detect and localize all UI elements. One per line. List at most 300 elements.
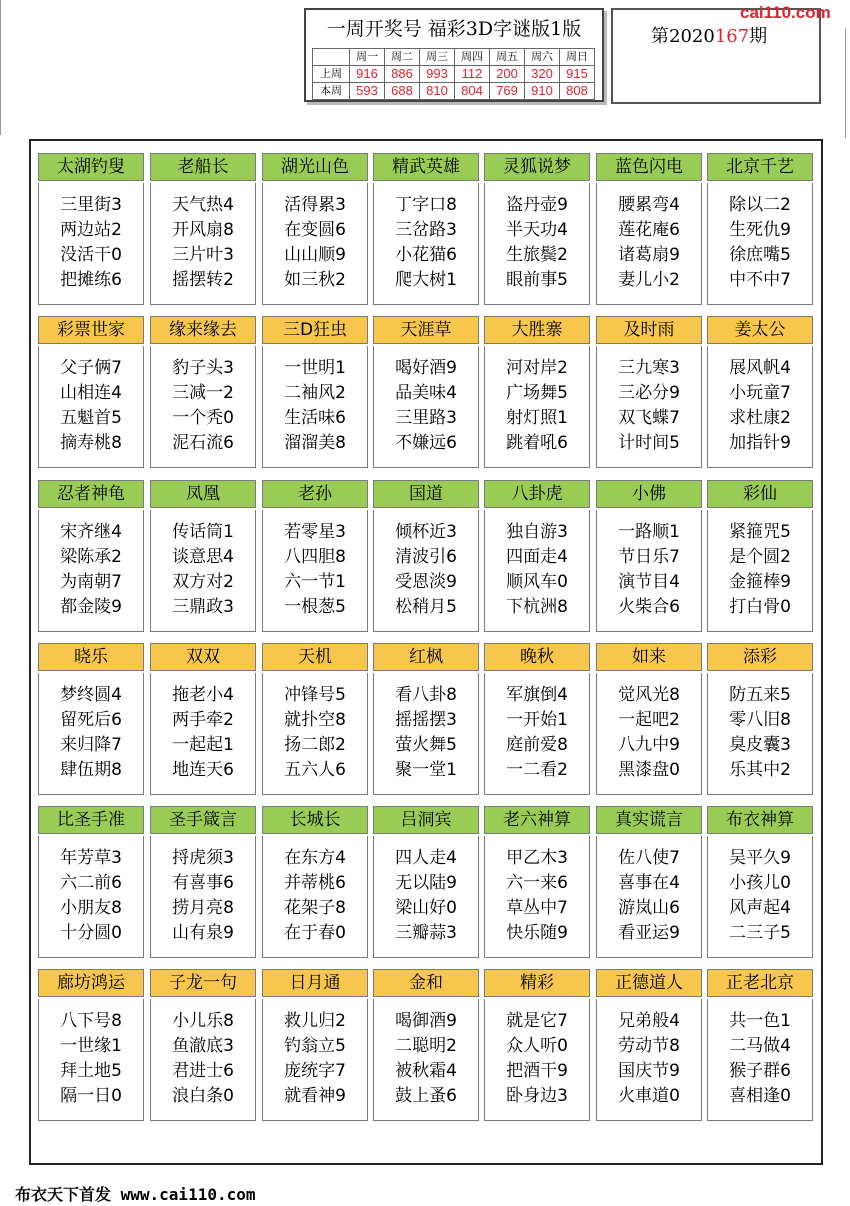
riddle-line: 六一节1 xyxy=(284,572,346,592)
riddle-line: 来归降7 xyxy=(60,735,122,755)
this-week-label: 本周 xyxy=(313,83,350,100)
cell-body xyxy=(596,836,702,958)
riddle-line: 五魁首5 xyxy=(60,408,122,428)
cell-body xyxy=(707,346,813,468)
riddle-line: 火車道0 xyxy=(618,1086,680,1106)
riddle-line: 节日乐7 xyxy=(618,547,680,567)
draw-number: 810 xyxy=(420,83,455,100)
riddle-line: 猴子群6 xyxy=(729,1061,791,1081)
footer-text: 布衣天下首发 www.cai110.com xyxy=(15,1185,256,1204)
riddle-line: 开风扇8 xyxy=(172,220,234,240)
issue-prefix: 第2020 xyxy=(651,26,715,47)
cell-title: 三D狂虫 xyxy=(262,316,368,344)
riddle-line: 父子俩7 xyxy=(60,358,122,378)
cell-body xyxy=(38,510,144,632)
riddle-line: 有喜事6 xyxy=(172,873,234,893)
riddle-line: 捋虎须3 xyxy=(172,848,234,868)
cell-title: 国道 xyxy=(373,480,479,508)
riddle-line: 徐庶嘴5 xyxy=(729,245,791,265)
riddle-line: 三减一2 xyxy=(172,383,234,403)
riddle-list xyxy=(39,673,143,783)
riddle-line: 没活干0 xyxy=(60,245,122,265)
riddle-line: 火柴合6 xyxy=(618,597,680,617)
header-title: 一周开奖号 福彩3D字谜版1版 xyxy=(326,18,582,40)
riddle-line: 卧身边3 xyxy=(506,1086,568,1106)
riddle-line: 小朋友8 xyxy=(60,898,122,918)
riddle-line: 一开始1 xyxy=(506,710,568,730)
riddle-line: 松稍月5 xyxy=(395,597,457,617)
riddle-list xyxy=(708,836,812,946)
riddle-line: 扬二郎2 xyxy=(284,735,346,755)
riddle-list xyxy=(708,999,812,1109)
cell-body xyxy=(373,346,479,468)
cell-body xyxy=(373,999,479,1121)
cell-title: 廊坊鸿运 xyxy=(38,969,144,997)
riddle-line: 喝御酒9 xyxy=(395,1011,457,1031)
cell-body xyxy=(150,183,256,305)
riddle-line: 打白骨0 xyxy=(729,597,791,617)
riddle-list xyxy=(374,836,478,946)
riddle-line: 二袖风2 xyxy=(284,383,346,403)
riddle-line: 二马做4 xyxy=(729,1036,791,1056)
riddle-line: 传话筒1 xyxy=(172,522,234,542)
riddle-line: 冲锋号5 xyxy=(284,685,346,705)
riddle-line: 泥石流6 xyxy=(172,433,234,453)
riddle-line: 山相连4 xyxy=(60,383,122,403)
riddle-line: 钓翁立5 xyxy=(284,1036,346,1056)
cell-body xyxy=(262,346,368,468)
cell-title: 精彩 xyxy=(484,969,590,997)
riddle-line: 看八卦8 xyxy=(395,685,457,705)
riddle-line: 清波引6 xyxy=(395,547,457,567)
riddle-line: 腰累弯4 xyxy=(618,195,680,215)
riddle-list xyxy=(708,673,812,783)
cell-body xyxy=(707,999,813,1121)
riddle-list xyxy=(39,836,143,946)
cell-title: 布衣神算 xyxy=(707,806,813,834)
riddle-list xyxy=(263,510,367,620)
riddle-line: 鼓上蚤6 xyxy=(395,1086,457,1106)
riddle-line: 八九中9 xyxy=(618,735,680,755)
riddle-list xyxy=(39,510,143,620)
cell-body xyxy=(707,673,813,795)
riddle-line: 庭前爱8 xyxy=(506,735,568,755)
cell-body xyxy=(707,510,813,632)
riddle-line: 展风帆4 xyxy=(729,358,791,378)
cell-body xyxy=(150,836,256,958)
riddle-line: 三里街3 xyxy=(60,195,122,215)
riddle-list xyxy=(374,346,478,456)
cell-title: 灵狐说梦 xyxy=(484,153,590,181)
cell-title: 日月通 xyxy=(262,969,368,997)
cell-body xyxy=(707,183,813,305)
riddle-line: 宋齐继4 xyxy=(60,522,122,542)
cell-body xyxy=(373,510,479,632)
riddle-line: 妻儿小2 xyxy=(618,270,680,290)
riddle-line: 一根葱5 xyxy=(284,597,346,617)
riddle-line: 一世缘1 xyxy=(60,1036,122,1056)
riddle-line: 两手牵2 xyxy=(172,710,234,730)
riddle-line: 就看神9 xyxy=(284,1086,346,1106)
cell-body xyxy=(38,999,144,1121)
riddle-line: 活得累3 xyxy=(284,195,346,215)
riddle-line: 三片叶3 xyxy=(172,245,234,265)
riddle-line: 三里路3 xyxy=(395,408,457,428)
riddle-line: 如三秋2 xyxy=(284,270,346,290)
riddle-line: 梦终圆4 xyxy=(60,685,122,705)
cell-body xyxy=(596,510,702,632)
riddle-list xyxy=(374,183,478,293)
cell-body xyxy=(150,999,256,1121)
riddle-line: 萤火舞5 xyxy=(395,735,457,755)
riddle-line: 君进士6 xyxy=(172,1061,234,1081)
site-logo: cai110.com xyxy=(740,3,831,22)
riddle-line: 演节目4 xyxy=(618,572,680,592)
riddle-line: 倾杯近3 xyxy=(395,522,457,542)
cell-title: 精武英雄 xyxy=(373,153,479,181)
cell-title: 晚秋 xyxy=(484,643,590,671)
last-week-row xyxy=(313,66,595,83)
riddle-line: 摇摆转2 xyxy=(172,270,234,290)
riddle-line: 计时间5 xyxy=(618,433,680,453)
cell-body xyxy=(262,999,368,1121)
riddle-line: 觉风光8 xyxy=(618,685,680,705)
riddle-line: 莲花庵6 xyxy=(618,220,680,240)
riddle-line: 生死仇9 xyxy=(729,220,791,240)
riddle-line: 河对岸2 xyxy=(506,358,568,378)
riddle-line: 无以陆9 xyxy=(395,873,457,893)
riddle-list xyxy=(263,836,367,946)
riddle-line: 拜土地5 xyxy=(60,1061,122,1081)
riddle-line: 十分圆0 xyxy=(60,923,122,943)
riddle-line: 一世明1 xyxy=(284,358,346,378)
cell-body xyxy=(707,836,813,958)
cell-title: 八卦虎 xyxy=(484,480,590,508)
riddle-list xyxy=(39,346,143,456)
riddle-line: 是个圆2 xyxy=(729,547,791,567)
riddle-list xyxy=(151,346,255,456)
draw-number: 910 xyxy=(525,83,560,100)
cell-title: 及时雨 xyxy=(596,316,702,344)
riddle-line: 防五来5 xyxy=(729,685,791,705)
cell-body xyxy=(150,510,256,632)
cell-title: 老六神算 xyxy=(484,806,590,834)
cell-title: 红枫 xyxy=(373,643,479,671)
cell-title: 子龙一句 xyxy=(150,969,256,997)
riddle-line: 小玩童7 xyxy=(729,383,791,403)
weekly-draw-table xyxy=(312,48,595,100)
riddle-line: 顺风车0 xyxy=(506,572,568,592)
cell-body xyxy=(38,183,144,305)
issue-label xyxy=(651,22,767,48)
riddle-list xyxy=(374,999,478,1109)
draw-number: 769 xyxy=(490,83,525,100)
cell-body xyxy=(38,673,144,795)
riddle-line: 生旅鬓2 xyxy=(506,245,568,265)
riddle-line: 四人走4 xyxy=(395,848,457,868)
weekly-draw-box xyxy=(304,8,604,102)
cell-body xyxy=(596,183,702,305)
riddle-line: 六二前6 xyxy=(60,873,122,893)
riddle-line: 都金陵9 xyxy=(60,597,122,617)
riddle-line: 三必分9 xyxy=(618,383,680,403)
riddle-line: 中不中7 xyxy=(729,270,791,290)
riddle-list xyxy=(374,673,478,783)
riddle-line: 喝好酒9 xyxy=(395,358,457,378)
riddle-list xyxy=(597,673,701,783)
cell-title: 添彩 xyxy=(707,643,813,671)
riddle-list xyxy=(485,999,589,1109)
riddle-line: 广场舞5 xyxy=(506,383,568,403)
riddle-line: 把摊练6 xyxy=(60,270,122,290)
riddle-line: 除以二2 xyxy=(729,195,791,215)
cell-body xyxy=(262,673,368,795)
riddle-list xyxy=(485,836,589,946)
riddle-list xyxy=(485,673,589,783)
riddle-line: 在东方4 xyxy=(284,848,346,868)
cell-title: 长城长 xyxy=(262,806,368,834)
riddle-line: 鱼澈底3 xyxy=(172,1036,234,1056)
riddle-list xyxy=(708,183,812,293)
riddle-line: 地连天6 xyxy=(172,760,234,780)
riddle-list xyxy=(263,346,367,456)
riddle-list xyxy=(263,999,367,1109)
cell-title: 正老北京 xyxy=(707,969,813,997)
riddle-line: 把酒干9 xyxy=(506,1061,568,1081)
riddle-list xyxy=(708,346,812,456)
riddle-line: 吴平久9 xyxy=(729,848,791,868)
riddle-line: 喜事在4 xyxy=(618,873,680,893)
riddle-line: 零八旧8 xyxy=(729,710,791,730)
cell-body xyxy=(484,346,590,468)
day-header: 周六 xyxy=(525,49,560,66)
riddle-line: 看亚运9 xyxy=(618,923,680,943)
riddle-line: 共一色1 xyxy=(729,1011,791,1031)
riddle-line: 聚一堂1 xyxy=(395,760,457,780)
cell-title: 如来 xyxy=(596,643,702,671)
draw-number: 993 xyxy=(420,66,455,83)
this-week-row xyxy=(313,83,595,100)
day-header: 周一 xyxy=(350,49,385,66)
riddle-line: 喜相逢0 xyxy=(729,1086,791,1106)
riddle-line: 生活味6 xyxy=(284,408,346,428)
riddle-line: 一起起1 xyxy=(172,735,234,755)
riddle-line: 梁陈承2 xyxy=(60,547,122,567)
cell-body xyxy=(262,183,368,305)
cell-body xyxy=(484,999,590,1121)
riddle-line: 留死后6 xyxy=(60,710,122,730)
riddle-line: 就是它7 xyxy=(506,1011,568,1031)
riddle-list xyxy=(151,999,255,1109)
riddle-list xyxy=(151,673,255,783)
riddle-line: 射灯照1 xyxy=(506,408,568,428)
page-edge-right xyxy=(845,28,846,138)
cell-body xyxy=(596,999,702,1121)
cell-body xyxy=(484,510,590,632)
day-header: 周四 xyxy=(455,49,490,66)
cell-body xyxy=(373,673,479,795)
riddle-list xyxy=(263,183,367,293)
riddle-line: 八下号8 xyxy=(60,1011,122,1031)
cell-body xyxy=(596,673,702,795)
day-header: 周二 xyxy=(385,49,420,66)
riddle-line: 金箍棒9 xyxy=(729,572,791,592)
cell-title: 忍者神龟 xyxy=(38,480,144,508)
cell-title: 双双 xyxy=(150,643,256,671)
cell-title: 老孙 xyxy=(262,480,368,508)
riddle-line: 两边站2 xyxy=(60,220,122,240)
riddle-line: 八四胆8 xyxy=(284,547,346,567)
riddle-list xyxy=(597,510,701,620)
draw-number: 112 xyxy=(455,66,490,83)
riddle-line: 若零星3 xyxy=(284,522,346,542)
day-header: 周五 xyxy=(490,49,525,66)
riddle-line: 丁字口8 xyxy=(395,195,457,215)
cell-title: 彩票世家 xyxy=(38,316,144,344)
cell-body xyxy=(150,346,256,468)
riddle-line: 诸葛扇9 xyxy=(618,245,680,265)
riddle-line: 双方对2 xyxy=(172,572,234,592)
issue-suffix: 期 xyxy=(749,26,768,47)
riddle-line: 众人听0 xyxy=(506,1036,568,1056)
riddle-list xyxy=(597,836,701,946)
riddle-line: 风声起4 xyxy=(729,898,791,918)
riddle-line: 谈意思4 xyxy=(172,547,234,567)
cell-title: 晓乐 xyxy=(38,643,144,671)
riddle-line: 三鼎政3 xyxy=(172,597,234,617)
riddle-line: 盗丹壶9 xyxy=(506,195,568,215)
riddle-line: 军旗倒4 xyxy=(506,685,568,705)
cell-title: 姜太公 xyxy=(707,316,813,344)
riddle-line: 兄弟般4 xyxy=(618,1011,680,1031)
cell-title: 真实谎言 xyxy=(596,806,702,834)
riddle-line: 不嫌远6 xyxy=(395,433,457,453)
riddle-line: 五六人6 xyxy=(284,760,346,780)
riddle-list xyxy=(151,510,255,620)
riddle-line: 受恩淡9 xyxy=(395,572,457,592)
riddle-line: 游岚山6 xyxy=(618,898,680,918)
riddle-line: 紧箍咒5 xyxy=(729,522,791,542)
riddle-list xyxy=(597,999,701,1109)
cell-body xyxy=(373,183,479,305)
riddle-line: 加指针9 xyxy=(729,433,791,453)
cell-title: 太湖钓叟 xyxy=(38,153,144,181)
riddle-list xyxy=(151,183,255,293)
riddle-line: 在变圆6 xyxy=(284,220,346,240)
riddle-line: 草丛中7 xyxy=(506,898,568,918)
cell-title: 凤凰 xyxy=(150,480,256,508)
day-header: 周三 xyxy=(420,49,455,66)
riddle-line: 一个秃0 xyxy=(172,408,234,428)
cell-body xyxy=(38,836,144,958)
draw-number: 200 xyxy=(490,66,525,83)
riddle-line: 独自游3 xyxy=(506,522,568,542)
cell-body xyxy=(150,673,256,795)
riddle-line: 摇摇摆3 xyxy=(395,710,457,730)
day-header: 周日 xyxy=(560,49,595,66)
last-week-label: 上周 xyxy=(313,66,350,83)
cell-title: 小佛 xyxy=(596,480,702,508)
cell-body xyxy=(262,836,368,958)
riddle-line: 一二看2 xyxy=(506,760,568,780)
cell-title: 北京千艺 xyxy=(707,153,813,181)
riddle-line: 天气热4 xyxy=(172,195,234,215)
issue-number: 167 xyxy=(714,26,750,47)
riddle-line: 三岔路3 xyxy=(395,220,457,240)
riddle-line: 拖老小4 xyxy=(172,685,234,705)
draw-number: 886 xyxy=(385,66,420,83)
riddle-line: 佐八使7 xyxy=(618,848,680,868)
riddle-line: 山有泉9 xyxy=(172,923,234,943)
riddle-line: 为南朝7 xyxy=(60,572,122,592)
riddle-line: 在于春0 xyxy=(284,923,346,943)
cell-title: 大胜寨 xyxy=(484,316,590,344)
riddle-line: 救儿归2 xyxy=(284,1011,346,1031)
riddle-line: 摘寿桃8 xyxy=(60,433,122,453)
cell-body xyxy=(38,346,144,468)
riddle-line: 豹子头3 xyxy=(172,358,234,378)
riddle-line: 小花猫6 xyxy=(395,245,457,265)
riddle-list xyxy=(374,510,478,620)
cell-title: 老船长 xyxy=(150,153,256,181)
cell-title: 金和 xyxy=(373,969,479,997)
riddle-list xyxy=(263,673,367,783)
riddle-line: 被秋霜4 xyxy=(395,1061,457,1081)
cell-body xyxy=(484,673,590,795)
draw-number: 804 xyxy=(455,83,490,100)
cell-body xyxy=(484,836,590,958)
riddle-line: 并蒂桃6 xyxy=(284,873,346,893)
riddle-line: 浪白条0 xyxy=(172,1086,234,1106)
riddle-line: 眼前事5 xyxy=(506,270,568,290)
cell-title: 湖光山色 xyxy=(262,153,368,181)
cell-title: 天机 xyxy=(262,643,368,671)
riddle-line: 小儿乐8 xyxy=(172,1011,234,1031)
riddle-line: 就扑空8 xyxy=(284,710,346,730)
corner-cell xyxy=(313,49,350,66)
cell-title: 缘来缘去 xyxy=(150,316,256,344)
riddle-line: 花架子8 xyxy=(284,898,346,918)
draw-number: 593 xyxy=(350,83,385,100)
riddle-list xyxy=(39,183,143,293)
cell-title: 吕洞宾 xyxy=(373,806,479,834)
riddle-line: 快乐随9 xyxy=(506,923,568,943)
cell-body xyxy=(484,183,590,305)
riddle-list xyxy=(708,510,812,620)
riddle-line: 下杭洲8 xyxy=(506,597,568,617)
day-row xyxy=(313,49,595,66)
riddle-line: 二三子5 xyxy=(729,923,791,943)
cell-title: 圣手箴言 xyxy=(150,806,256,834)
draw-number: 915 xyxy=(560,66,595,83)
riddle-list xyxy=(151,836,255,946)
draw-number: 916 xyxy=(350,66,385,83)
draw-number: 320 xyxy=(525,66,560,83)
riddle-line: 劳动节8 xyxy=(618,1036,680,1056)
cell-title: 天涯草 xyxy=(373,316,479,344)
riddle-list xyxy=(485,346,589,456)
riddle-line: 半天功4 xyxy=(506,220,568,240)
riddle-line: 隔一日0 xyxy=(60,1086,122,1106)
riddle-line: 年芳草3 xyxy=(60,848,122,868)
cell-title: 彩仙 xyxy=(707,480,813,508)
riddle-line: 小孩儿0 xyxy=(729,873,791,893)
riddle-line: 四面走4 xyxy=(506,547,568,567)
riddle-line: 爬大树1 xyxy=(395,270,457,290)
riddle-list xyxy=(597,346,701,456)
riddle-line: 黑漆盘0 xyxy=(618,760,680,780)
riddle-line: 臭皮囊3 xyxy=(729,735,791,755)
